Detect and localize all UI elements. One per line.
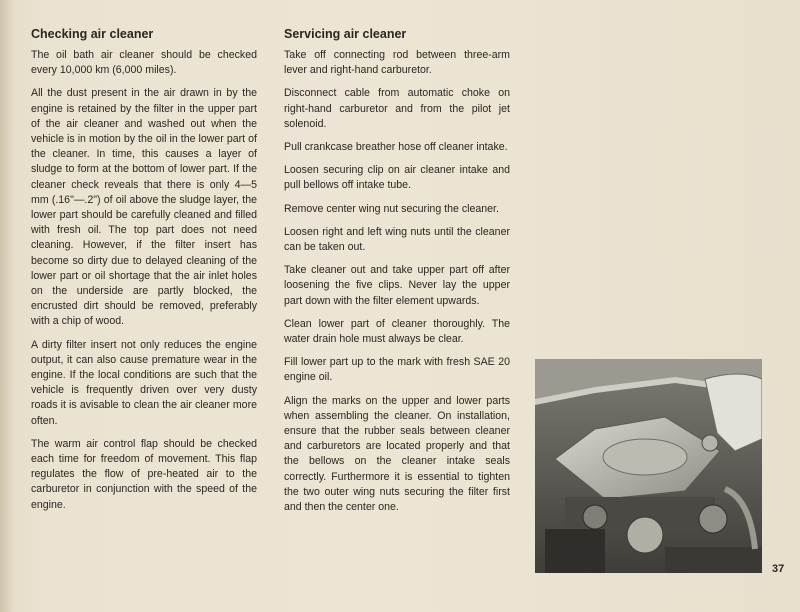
section-title-checking: Checking air cleaner xyxy=(31,27,154,41)
paragraph: A dirty filter insert not only reduces the engine output, it can also cause premature wear in the engine. If the local conditions are such that the vehicle is frequently driven over very dusty roads it is avisable to clean the air cleaner more often. xyxy=(31,338,257,427)
section-title-servicing: Servicing air cleaner xyxy=(284,27,407,41)
paragraph: Take cleaner out and take upper part off after loosening the five clips. Never lay the upper part down with the filter element upwards. xyxy=(284,264,510,307)
paragraph: Loosen right and left wing nuts until the cleaner can be taken out. xyxy=(284,225,510,254)
engine-photo xyxy=(535,359,762,573)
paragraph: Remove center wing nut securing the cleaner. xyxy=(284,202,499,215)
paragraph: The oil bath air cleaner should be checked every 10,000 km (6,000 miles). xyxy=(31,49,257,77)
paragraph: All the dust present in the air drawn in by the engine is retained by the filter in the upper part of the air cleaner and washed out when the vehicle is in motion by the oil in the lower part of the cleaner. In time, this causes a layer of sludge to form at the bottom of lower part. If the cleaner check reveals that there is only 4—5 mm (.16"—.2") of oil above the sludge layer, the lower part should be carefully cleaned and filled with fresh oil. The top part does not need cleaning. However, if the filter insert has become so dirty due to delayed cleaning of the lower part or oil shortage that the air inlet holes on the underside are partly blocked, the encrusted dirt should be removed, preferably with a chip of wood. xyxy=(31,87,257,328)
paragraph: Loosen securing clip on air cleaner intake and pull bellows off intake tube. xyxy=(284,164,510,192)
right-column xyxy=(284,26,510,523)
paragraph: Pull crankcase breather hose off cleaner intake. xyxy=(284,141,508,154)
paragraph: The warm air control flap should be checked each time for freedom of movement. This flap regulates the flow of pre-heated air to the carburetor in conjunction with the speed of the engine. xyxy=(31,437,257,511)
left-column xyxy=(31,26,257,521)
paragraph: Take off connecting rod between three-arm lever and right-hand carburetor. xyxy=(284,49,510,77)
paragraph: Fill lower part up to the mark with fresh SAE 20 engine oil. xyxy=(284,356,510,384)
page-number: 37 xyxy=(772,563,785,575)
paragraph: Clean lower part of cleaner thoroughly. The water drain hole must always be clear. xyxy=(284,317,510,346)
page-fold-shadow xyxy=(0,0,14,612)
paragraph: Disconnect cable from automatic choke on right-hand carburetor and from the pilot jet solenoid. xyxy=(284,87,510,130)
paragraph: Align the marks on the upper and lower parts when assembling the cleaner. On installation, ensure that the rubber seals between cleaner and carburetors are located properly and that the bellows on the cleaner intake seals correctly. Furthermore it is essential to tighten the two outer wing nuts securing the filter first and then the center one. xyxy=(284,394,510,514)
engine-air-cleaner-illustration xyxy=(535,359,762,573)
